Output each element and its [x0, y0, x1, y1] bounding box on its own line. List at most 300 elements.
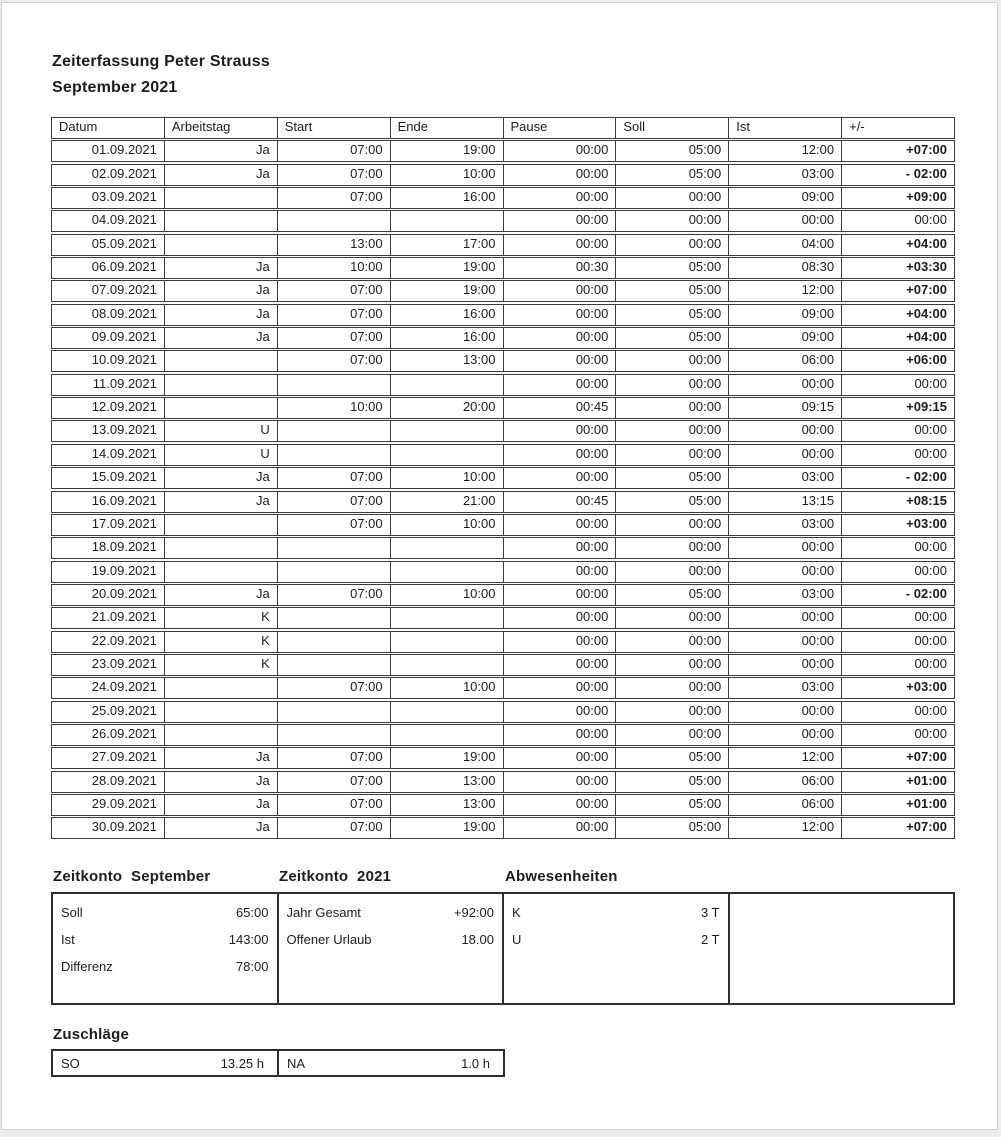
cell-pause: 00:00	[503, 585, 616, 605]
column-header-ist: Ist	[728, 118, 841, 138]
cell-soll: 05:00	[615, 492, 728, 512]
table-row	[51, 444, 955, 466]
table-row	[51, 467, 955, 489]
cell-datum: 14.09.2021	[91, 445, 157, 461]
cell-arbeitstag: Ja	[164, 305, 277, 325]
bonus-cell-so	[51, 1049, 279, 1077]
cell-datum: 11.09.2021	[92, 375, 157, 391]
cell-ist: 09:00	[728, 305, 841, 325]
cell-pause: 00:30	[503, 258, 616, 278]
cell-pause: 00:00	[503, 281, 616, 301]
cell-ist: 00:00	[728, 608, 841, 628]
cell-ist: 03:00	[728, 515, 841, 535]
cell-datum: 26.09.2021	[91, 725, 157, 741]
cell-datum: 25.09.2021	[91, 702, 157, 718]
cell-datum: 03.09.2021	[91, 189, 157, 205]
cell-arbeitstag	[164, 678, 277, 698]
cell-soll: 05:00	[615, 165, 728, 185]
cell-start	[277, 608, 390, 628]
table-row	[51, 514, 955, 536]
cell-datum: 20.09.2021	[91, 585, 157, 601]
cell-ist: 00:00	[728, 632, 841, 652]
cell-start	[277, 375, 390, 395]
cell-start	[277, 632, 390, 652]
bonus-table	[51, 1049, 505, 1077]
table-row	[51, 631, 955, 653]
cell-ende: 10:00	[390, 585, 503, 605]
cell-pause: 00:00	[503, 818, 616, 838]
cell-arbeitstag: Ja	[164, 328, 277, 348]
cell-arbeitstag	[164, 538, 277, 558]
table-row	[51, 327, 955, 349]
cell-start: 07:00	[277, 748, 390, 768]
cell-ist: 04:00	[728, 235, 841, 255]
cell-soll: 05:00	[615, 585, 728, 605]
cell-datum: 15.09.2021	[91, 469, 157, 485]
cell-pause: 00:00	[503, 351, 616, 371]
cell-diff: +01:00	[841, 795, 954, 815]
cell-arbeitstag	[164, 375, 277, 395]
cell-start	[277, 445, 390, 465]
cell-arbeitstag: K	[164, 632, 277, 652]
bonus-section-title: Zuschläge	[53, 1026, 129, 1043]
table-row	[51, 561, 955, 583]
cell-soll: 05:00	[615, 748, 728, 768]
cell-start: 07:00	[277, 328, 390, 348]
summary-label: Offener Urlaub	[286, 932, 372, 947]
cell-ende: 19:00	[390, 281, 503, 301]
cell-soll: 00:00	[615, 562, 728, 582]
summary-heading-empty-box	[729, 868, 955, 885]
cell-diff: +04:00	[841, 235, 954, 255]
cell-soll: 05:00	[615, 305, 728, 325]
cell-diff: 00:00	[841, 562, 954, 582]
summary-row	[512, 899, 720, 926]
cell-soll: 00:00	[615, 351, 728, 371]
cell-pause: 00:00	[503, 421, 616, 441]
summary-box-zeitkonto-2021	[279, 892, 505, 1005]
cell-arbeitstag	[164, 351, 277, 371]
cell-arbeitstag	[164, 398, 277, 418]
cell-arbeitstag	[164, 515, 277, 535]
cell-datum: 04.09.2021	[91, 212, 157, 228]
summary-value: 2 T	[700, 932, 720, 947]
cell-datum: 21.09.2021	[91, 609, 157, 625]
cell-ende	[390, 702, 503, 722]
cell-ende: 19:00	[390, 748, 503, 768]
cell-soll: 00:00	[615, 655, 728, 675]
title-line-name: Zeiterfassung Peter Strauss	[52, 53, 270, 70]
cell-arbeitstag	[164, 562, 277, 582]
cell-arbeitstag: Ja	[164, 818, 277, 838]
cell-diff: +07:00	[841, 141, 954, 161]
page-title	[52, 49, 270, 101]
table-header-row	[51, 117, 955, 139]
cell-soll: 00:00	[615, 235, 728, 255]
cell-datum: 10.09.2021	[91, 352, 157, 368]
cell-ende: 13:00	[390, 795, 503, 815]
title-line-month: September 2021	[52, 79, 178, 96]
cell-datum: 27.09.2021	[91, 749, 157, 765]
cell-arbeitstag: Ja	[164, 165, 277, 185]
cell-diff: 00:00	[841, 608, 954, 628]
cell-ende	[390, 562, 503, 582]
table-row	[51, 747, 955, 769]
cell-pause: 00:00	[503, 188, 616, 208]
cell-ende	[390, 538, 503, 558]
cell-soll: 05:00	[615, 258, 728, 278]
cell-ende: 20:00	[390, 398, 503, 418]
cell-ist: 12:00	[728, 141, 841, 161]
table-row	[51, 537, 955, 559]
cell-arbeitstag	[164, 211, 277, 231]
summary-headings	[51, 868, 955, 885]
cell-soll: 00:00	[615, 515, 728, 535]
table-row	[51, 420, 955, 442]
cell-diff: 00:00	[841, 375, 954, 395]
cell-soll: 00:00	[615, 702, 728, 722]
cell-start: 10:00	[277, 258, 390, 278]
cell-datum: 19.09.2021	[91, 562, 157, 578]
cell-arbeitstag: U	[164, 445, 277, 465]
cell-pause: 00:00	[503, 211, 616, 231]
summary-value: 143:00	[228, 932, 269, 947]
cell-ende: 17:00	[390, 235, 503, 255]
cell-ist: 00:00	[728, 655, 841, 675]
cell-soll: 05:00	[615, 818, 728, 838]
cell-diff: +01:00	[841, 772, 954, 792]
table-row	[51, 491, 955, 513]
summary-label: Soll	[61, 905, 83, 920]
bonus-cell-na	[279, 1049, 505, 1077]
cell-diff: +09:00	[841, 188, 954, 208]
cell-diff: 00:00	[841, 702, 954, 722]
cell-diff: +07:00	[841, 748, 954, 768]
summary-label: Jahr Gesamt	[286, 905, 361, 920]
cell-start: 07:00	[277, 281, 390, 301]
cell-ist: 00:00	[728, 421, 841, 441]
cell-soll: 00:00	[615, 188, 728, 208]
cell-start: 10:00	[277, 398, 390, 418]
summary-box-abwesenheiten	[504, 892, 730, 1005]
cell-ende	[390, 211, 503, 231]
cell-diff: 00:00	[841, 632, 954, 652]
bonus-label: SO	[61, 1055, 80, 1071]
summary-row	[61, 953, 269, 980]
cell-datum: 22.09.2021	[91, 632, 157, 648]
cell-pause: 00:00	[503, 795, 616, 815]
cell-diff: +09:15	[841, 398, 954, 418]
document-page	[1, 2, 998, 1130]
cell-arbeitstag	[164, 235, 277, 255]
cell-soll: 05:00	[615, 772, 728, 792]
cell-diff: - 02:00	[841, 468, 954, 488]
cell-diff: +08:15	[841, 492, 954, 512]
summary-heading-zeitkonto-september: Zeitkonto September	[53, 868, 211, 885]
cell-ende: 19:00	[390, 818, 503, 838]
cell-pause: 00:45	[503, 398, 616, 418]
cell-ist: 00:00	[728, 725, 841, 745]
cell-start: 07:00	[277, 188, 390, 208]
cell-ist: 09:00	[728, 188, 841, 208]
cell-soll: 00:00	[615, 632, 728, 652]
cell-diff: 00:00	[841, 655, 954, 675]
column-header-start: Start	[277, 118, 390, 138]
table-row	[51, 140, 955, 162]
cell-ist: 00:00	[728, 538, 841, 558]
cell-start	[277, 655, 390, 675]
summary-row	[287, 926, 495, 953]
cell-ende: 21:00	[390, 492, 503, 512]
cell-arbeitstag	[164, 188, 277, 208]
cell-datum: 12.09.2021	[91, 399, 157, 415]
cell-diff: 00:00	[841, 211, 954, 231]
cell-soll: 05:00	[615, 141, 728, 161]
bonus-value: 13.25 h	[220, 1055, 264, 1071]
cell-datum: 02.09.2021	[91, 165, 157, 181]
cell-ist: 00:00	[728, 702, 841, 722]
table-row	[51, 374, 955, 396]
table-row	[51, 771, 955, 793]
cell-soll: 05:00	[615, 468, 728, 488]
cell-pause: 00:00	[503, 632, 616, 652]
column-header-diff: +/-	[841, 118, 954, 138]
cell-start	[277, 725, 390, 745]
table-row	[51, 210, 955, 232]
summary-box-empty-box	[730, 892, 956, 1005]
cell-diff: +07:00	[841, 281, 954, 301]
cell-ende	[390, 655, 503, 675]
cell-ist: 08:30	[728, 258, 841, 278]
cell-ist: 12:00	[728, 281, 841, 301]
cell-start: 07:00	[277, 515, 390, 535]
cell-start	[277, 421, 390, 441]
cell-datum: 29.09.2021	[91, 795, 157, 811]
cell-datum: 24.09.2021	[91, 679, 157, 695]
cell-start: 07:00	[277, 818, 390, 838]
cell-arbeitstag: Ja	[164, 281, 277, 301]
cell-pause: 00:00	[503, 375, 616, 395]
cell-pause: 00:45	[503, 492, 616, 512]
cell-start: 07:00	[277, 305, 390, 325]
table-row	[51, 654, 955, 676]
summary-value: 18.00	[461, 932, 494, 947]
summary-label: Differenz	[61, 959, 113, 974]
table-row	[51, 724, 955, 746]
cell-ist: 03:00	[728, 585, 841, 605]
cell-start	[277, 211, 390, 231]
table-row	[51, 817, 955, 839]
cell-diff: +03:00	[841, 678, 954, 698]
cell-ist: 00:00	[728, 445, 841, 465]
cell-arbeitstag: Ja	[164, 492, 277, 512]
cell-start	[277, 702, 390, 722]
cell-pause: 00:00	[503, 328, 616, 348]
cell-soll: 00:00	[615, 725, 728, 745]
cell-ende	[390, 632, 503, 652]
summary-label: Ist	[61, 932, 75, 947]
cell-ende: 16:00	[390, 188, 503, 208]
cell-pause: 00:00	[503, 468, 616, 488]
cell-arbeitstag: Ja	[164, 141, 277, 161]
cell-soll: 00:00	[615, 678, 728, 698]
summary-label: K	[512, 905, 521, 920]
summary-heading-zeitkonto-2021: Zeitkonto 2021	[279, 868, 392, 885]
cell-ist: 00:00	[728, 375, 841, 395]
cell-start: 07:00	[277, 141, 390, 161]
cell-ende: 13:00	[390, 351, 503, 371]
cell-datum: 13.09.2021	[91, 422, 157, 438]
cell-diff: +04:00	[841, 305, 954, 325]
cell-pause: 00:00	[503, 165, 616, 185]
summary-heading-abwesenheiten: Abwesenheiten	[505, 868, 618, 885]
cell-ist: 06:00	[728, 351, 841, 371]
column-header-soll: Soll	[615, 118, 728, 138]
cell-start: 07:00	[277, 772, 390, 792]
table-row	[51, 701, 955, 723]
timesheet-table	[51, 117, 955, 841]
cell-start: 07:00	[277, 585, 390, 605]
table-row	[51, 677, 955, 699]
column-header-ende: Ende	[390, 118, 503, 138]
cell-start: 07:00	[277, 795, 390, 815]
cell-datum: 16.09.2021	[91, 492, 157, 508]
cell-ist: 03:00	[728, 165, 841, 185]
cell-start: 13:00	[277, 235, 390, 255]
cell-arbeitstag: K	[164, 655, 277, 675]
cell-diff: +03:30	[841, 258, 954, 278]
column-header-pause: Pause	[503, 118, 616, 138]
cell-start: 07:00	[277, 678, 390, 698]
cell-pause: 00:00	[503, 141, 616, 161]
cell-soll: 05:00	[615, 281, 728, 301]
cell-arbeitstag: U	[164, 421, 277, 441]
cell-ist: 06:00	[728, 795, 841, 815]
cell-diff: +06:00	[841, 351, 954, 371]
cell-diff: 00:00	[841, 725, 954, 745]
cell-ende: 10:00	[390, 165, 503, 185]
cell-pause: 00:00	[503, 235, 616, 255]
cell-start	[277, 562, 390, 582]
cell-pause: 00:00	[503, 772, 616, 792]
cell-arbeitstag: K	[164, 608, 277, 628]
column-header-arbeitstag: Arbeitstag	[164, 118, 277, 138]
table-row	[51, 607, 955, 629]
cell-soll: 00:00	[615, 445, 728, 465]
cell-ist: 00:00	[728, 562, 841, 582]
cell-pause: 00:00	[503, 702, 616, 722]
cell-pause: 00:00	[503, 678, 616, 698]
summary-box-zeitkonto-september	[51, 892, 279, 1005]
cell-ende: 13:00	[390, 772, 503, 792]
cell-ist: 09:00	[728, 328, 841, 348]
cell-soll: 05:00	[615, 328, 728, 348]
cell-datum: 17.09.2021	[91, 515, 157, 531]
cell-datum: 07.09.2021	[91, 282, 157, 298]
summary-row	[61, 926, 269, 953]
cell-datum: 09.09.2021	[91, 329, 157, 345]
cell-datum: 05.09.2021	[91, 235, 157, 251]
cell-datum: 30.09.2021	[91, 819, 157, 835]
cell-ist: 12:00	[728, 748, 841, 768]
cell-pause: 00:00	[503, 748, 616, 768]
cell-arbeitstag: Ja	[164, 795, 277, 815]
cell-ende	[390, 375, 503, 395]
cell-ende: 10:00	[390, 678, 503, 698]
cell-arbeitstag	[164, 725, 277, 745]
cell-diff: 00:00	[841, 538, 954, 558]
cell-pause: 00:00	[503, 515, 616, 535]
cell-pause: 00:00	[503, 655, 616, 675]
table-row	[51, 397, 955, 419]
cell-start: 07:00	[277, 351, 390, 371]
summary-value: +92:00	[453, 905, 494, 920]
cell-pause: 00:00	[503, 538, 616, 558]
summary-value: 78:00	[235, 959, 269, 974]
cell-diff: - 02:00	[841, 585, 954, 605]
cell-arbeitstag: Ja	[164, 772, 277, 792]
cell-ist: 00:00	[728, 211, 841, 231]
cell-ist: 13:15	[728, 492, 841, 512]
cell-ende: 16:00	[390, 328, 503, 348]
cell-soll: 00:00	[615, 608, 728, 628]
table-row	[51, 350, 955, 372]
cell-diff: +04:00	[841, 328, 954, 348]
cell-start: 07:00	[277, 468, 390, 488]
summary-value: 3 T	[700, 905, 720, 920]
cell-ende	[390, 421, 503, 441]
cell-ist: 03:00	[728, 468, 841, 488]
cell-diff: - 02:00	[841, 165, 954, 185]
cell-ist: 12:00	[728, 818, 841, 838]
summary-row	[287, 899, 495, 926]
cell-datum: 01.09.2021	[91, 142, 157, 158]
cell-ende: 19:00	[390, 141, 503, 161]
bonus-label: NA	[287, 1055, 306, 1071]
cell-soll: 00:00	[615, 421, 728, 441]
cell-arbeitstag: Ja	[164, 748, 277, 768]
cell-ende	[390, 445, 503, 465]
cell-start: 07:00	[277, 165, 390, 185]
column-header-datum: Datum	[59, 119, 98, 134]
cell-arbeitstag: Ja	[164, 468, 277, 488]
cell-diff: +03:00	[841, 515, 954, 535]
cell-pause: 00:00	[503, 305, 616, 325]
cell-start: 07:00	[277, 492, 390, 512]
cell-soll: 00:00	[615, 398, 728, 418]
summary-label: U	[512, 932, 522, 947]
cell-diff: 00:00	[841, 445, 954, 465]
cell-soll: 00:00	[615, 538, 728, 558]
cell-ende: 19:00	[390, 258, 503, 278]
cell-ende: 16:00	[390, 305, 503, 325]
cell-start	[277, 538, 390, 558]
cell-soll: 00:00	[615, 211, 728, 231]
table-row	[51, 187, 955, 209]
cell-datum: 08.09.2021	[91, 305, 157, 321]
cell-diff: +07:00	[841, 818, 954, 838]
cell-pause: 00:00	[503, 725, 616, 745]
table-row	[51, 304, 955, 326]
summary-row	[512, 926, 720, 953]
cell-ende	[390, 725, 503, 745]
cell-datum: 28.09.2021	[91, 772, 157, 788]
cell-ist: 06:00	[728, 772, 841, 792]
cell-ist: 03:00	[728, 678, 841, 698]
table-row	[51, 794, 955, 816]
cell-arbeitstag	[164, 702, 277, 722]
summary-row	[61, 899, 269, 926]
